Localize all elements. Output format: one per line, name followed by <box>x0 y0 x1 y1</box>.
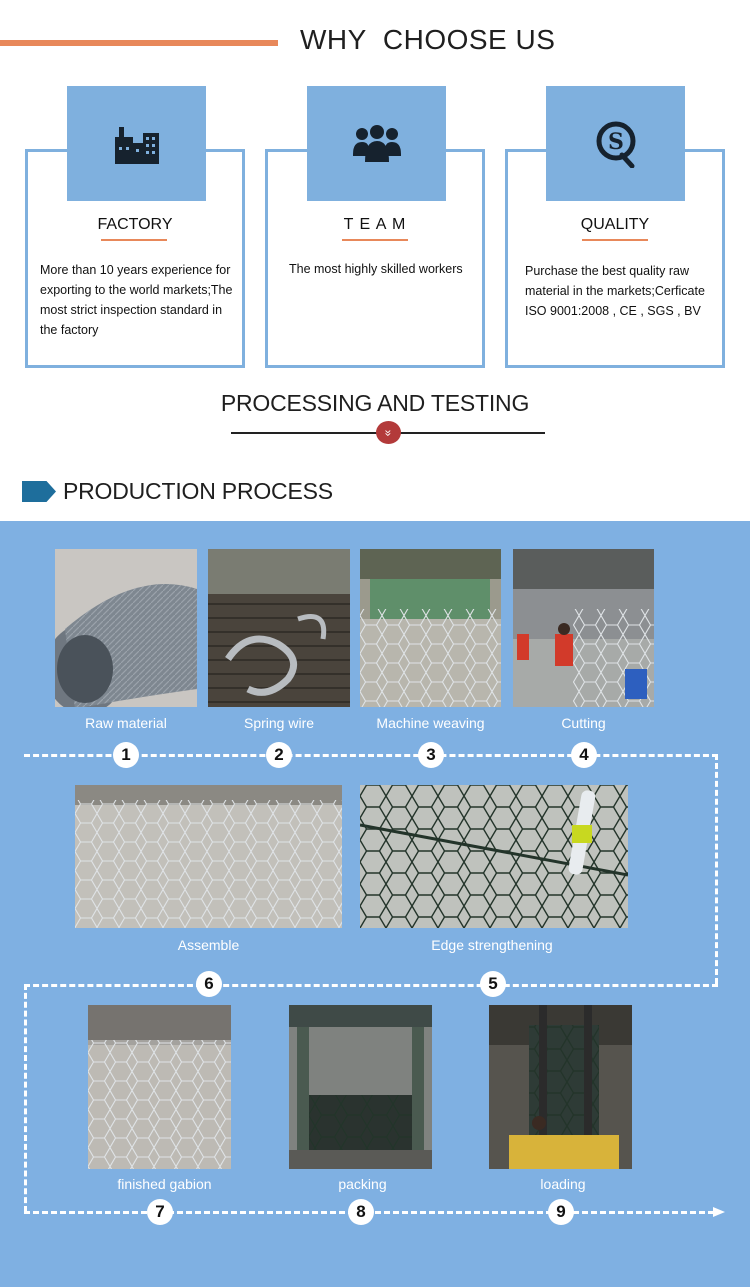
step-6-number: 6 <box>196 971 222 997</box>
step-7-caption: finished gabion <box>117 1176 212 1192</box>
step-1-caption: Raw material <box>85 715 167 731</box>
process-path-row-2 <box>24 984 718 987</box>
edge-strengthening-photo <box>360 785 628 928</box>
step-5-caption: Edge strengthening <box>431 937 553 953</box>
step-8-number: 8 <box>348 1199 374 1225</box>
finished-gabion-photo <box>88 1005 231 1169</box>
step-1-number: 1 <box>113 742 139 768</box>
step-4-number: 4 <box>571 742 597 768</box>
why-accent-bar <box>0 40 278 46</box>
cutting-photo <box>513 549 654 707</box>
why-choose-us-title: WHY CHOOSE US <box>300 24 556 55</box>
factory-description: More than 10 years experience for exporting to the world markets;The most strict inspection standard in the factory <box>40 263 233 337</box>
production-process-title: PRODUCTION PROCESS <box>63 478 333 504</box>
process-path-left <box>24 984 27 1212</box>
factory-title: FACTORY <box>97 216 173 233</box>
assemble-photo <box>75 785 342 928</box>
step-3-caption: Machine weaving <box>376 715 485 731</box>
step-9-caption: loading <box>540 1176 586 1192</box>
team-description: The most highly skilled workers <box>289 262 463 276</box>
process-path-right <box>715 754 718 984</box>
team-icon <box>307 86 446 201</box>
step-2-number: 2 <box>266 742 292 768</box>
arrow-right-icon <box>713 1207 725 1217</box>
svg-text:S: S <box>607 128 624 155</box>
step-5-number: 5 <box>480 971 506 997</box>
step-8-caption: packing <box>338 1176 387 1192</box>
packing-photo <box>289 1005 432 1169</box>
double-chevron-down-icon: » <box>376 421 401 444</box>
team-title: T E A M <box>343 216 407 233</box>
step-6-caption: Assemble <box>177 937 240 953</box>
step-2-caption: Spring wire <box>243 715 315 731</box>
raw-material-photo <box>55 549 197 707</box>
step-9-number: 9 <box>548 1199 574 1225</box>
quality-title: QUALITY <box>580 216 650 233</box>
loading-photo <box>489 1005 632 1169</box>
factory-title-underline <box>101 239 167 241</box>
processing-testing-title: PROCESSING AND TESTING <box>220 390 530 416</box>
step-7-number: 7 <box>147 1199 173 1225</box>
step-3-number: 3 <box>418 742 444 768</box>
quality-title-underline <box>582 239 648 241</box>
team-title-underline <box>342 239 408 241</box>
quality-sq-icon <box>546 86 685 201</box>
spring-wire-photo <box>208 549 350 707</box>
step-4-caption: Cutting <box>561 715 606 731</box>
machine-weaving-photo <box>360 549 501 707</box>
quality-description: Purchase the best quality raw material in the markets;Cerficate ISO 9001:2008 , CE , SGS , BV <box>525 264 705 318</box>
factory-icon <box>67 86 206 201</box>
section-tag-icon <box>22 481 56 502</box>
